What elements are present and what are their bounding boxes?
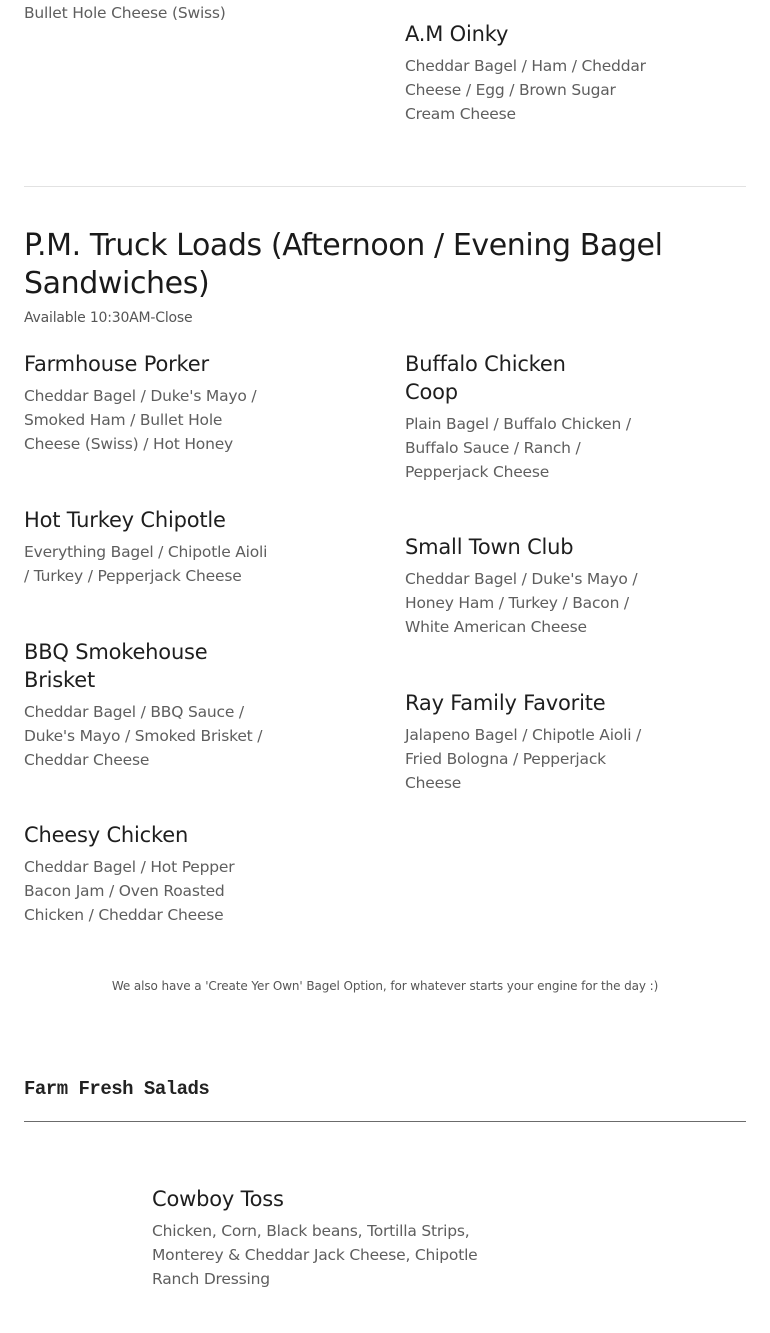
menu-item-desc: Cheddar Bagel / BBQ Sauce / Duke's Mayo / Smoked Brisket / Cheddar Cheese — [24, 703, 263, 769]
menu-item-title: Buffalo Chicken Coop — [405, 352, 566, 404]
menu-item-title: Small Town Club — [405, 535, 574, 559]
menu-item-am-oinky — [405, 20, 650, 126]
am-item-desc-partial: Bullet Hole Cheese (Swiss) — [24, 4, 226, 22]
menu-item-title: A.M Oinky — [405, 22, 509, 46]
pm-section-header — [24, 227, 724, 327]
menu-item-farmhouse-porker — [24, 350, 274, 456]
menu-item-cheesy-chicken — [24, 821, 254, 927]
section-availability: Available 10:30AM-Close — [24, 310, 193, 326]
menu-item-desc: Everything Bagel / Chipotle Aioli / Turkey / Pepperjack Cheese — [24, 543, 268, 585]
menu-item-ray-family-favorite — [405, 689, 650, 795]
menu-item-desc: Cheddar Bagel / Ham / Cheddar Cheese / Egg / Brown Sugar Cream Cheese — [405, 57, 646, 123]
menu-item-title: Cowboy Toss — [152, 1187, 284, 1211]
salads-divider — [24, 1121, 746, 1122]
menu-item-hot-turkey-chipotle — [24, 506, 274, 588]
menu-item-title: Hot Turkey Chipotle — [24, 508, 226, 532]
menu-item-title: Ray Family Favorite — [405, 691, 606, 715]
create-your-own-note: We also have a 'Create Yer Own' Bagel Option, for whatever starts your engine for the day :) — [111, 979, 659, 993]
menu-item-cowboy-toss — [152, 1185, 492, 1291]
section-title: P.M. Truck Loads (Afternoon / Evening Bagel Sandwiches) — [24, 228, 663, 301]
menu-item-title: Cheesy Chicken — [24, 823, 189, 847]
salads-section-title: Farm Fresh Salads — [24, 1078, 210, 1100]
menu-item-buffalo-chicken-coop — [405, 350, 650, 484]
menu-item-bbq-smokehouse-brisket — [24, 638, 264, 772]
menu-item-desc: Cheddar Bagel / Hot Pepper Bacon Jam / Oven Roasted Chicken / Cheddar Cheese — [24, 858, 235, 924]
menu-item-desc: Plain Bagel / Buffalo Chicken / Buffalo Sauce / Ranch / Pepperjack Cheese — [405, 415, 631, 481]
menu-item-small-town-club — [405, 533, 650, 639]
menu-item-desc: Cheddar Bagel / Duke's Mayo / Honey Ham / Turkey / Bacon / White American Cheese — [405, 570, 638, 636]
menu-item-title: Farmhouse Porker — [24, 352, 209, 376]
menu-item-desc: Cheddar Bagel / Duke's Mayo / Smoked Ham / Bullet Hole Cheese (Swiss) / Hot Honey — [24, 387, 257, 453]
menu-item-title: BBQ Smokehouse Brisket — [24, 640, 208, 692]
menu-item-desc: Jalapeno Bagel / Chipotle Aioli / Fried Bologna / Pepperjack Cheese — [405, 726, 642, 792]
menu-item-desc: Chicken, Corn, Black beans, Tortilla Strips, Monterey & Cheddar Jack Cheese, Chipotle Ranch Dressing — [152, 1222, 478, 1288]
section-divider — [24, 186, 746, 187]
